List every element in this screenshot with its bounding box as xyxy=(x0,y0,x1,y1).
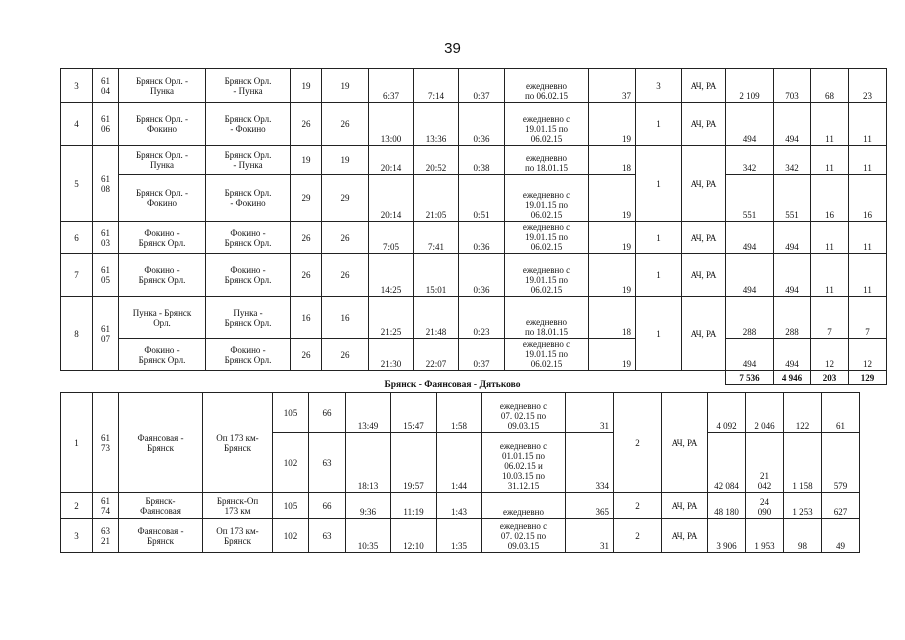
schedule-period: ежедневно с 01.01.15 по 06.02.15 и 10.03.15 по 31.12.15 xyxy=(482,433,566,493)
route-stations: Брянск-Оп 173 км xyxy=(203,493,273,519)
distance-paid: 19 xyxy=(322,146,369,175)
value-4: 23 xyxy=(849,69,887,103)
value-4: 11 xyxy=(849,254,887,297)
distance-paid: 66 xyxy=(309,393,346,433)
row-number: 3 xyxy=(61,519,93,553)
days-count: 334 xyxy=(566,433,614,493)
travel-time: 1:44 xyxy=(437,433,482,493)
distance-paid: 26 xyxy=(322,339,369,371)
schedule-period: ежедневно xyxy=(482,493,566,519)
arrive-time: 21:05 xyxy=(414,175,459,222)
value-4: 11 xyxy=(849,146,887,175)
traction-type: АЧ, РА xyxy=(682,222,726,254)
schedule-table-2 xyxy=(60,392,860,553)
row-number: 3 xyxy=(61,69,93,103)
traction-type: АЧ, РА xyxy=(682,146,726,222)
days-count: 365 xyxy=(566,493,614,519)
value-3: 68 xyxy=(811,69,849,103)
distance-paid: 29 xyxy=(322,175,369,222)
route-from-to: Брянск- Фаянсовая xyxy=(119,493,203,519)
value-4: 12 xyxy=(849,339,887,371)
days-count: 19 xyxy=(589,175,636,222)
travel-time: 1:35 xyxy=(437,519,482,553)
cars-count: 2 xyxy=(614,519,662,553)
schedule-period: ежедневно с 19.01.15 по 06.02.15 xyxy=(505,254,589,297)
schedule-period: ежедневно по 18.01.15 xyxy=(505,146,589,175)
depart-time: 13:49 xyxy=(346,393,391,433)
train-code: 61 03 xyxy=(93,222,119,254)
distance-paid: 63 xyxy=(309,433,346,493)
travel-time: 0:51 xyxy=(459,175,505,222)
distance: 105 xyxy=(273,393,309,433)
table-row xyxy=(61,493,860,519)
arrive-time: 15:01 xyxy=(414,254,459,297)
route-from-to: Пунка - Брянск Орл. xyxy=(119,297,206,339)
travel-time: 0:36 xyxy=(459,103,505,146)
train-code: 61 05 xyxy=(93,254,119,297)
total-value: 4 946 xyxy=(774,371,811,385)
arrive-time: 13:36 xyxy=(414,103,459,146)
route-stations: Пунка - Брянск Орл. xyxy=(206,297,291,339)
arrive-time: 20:52 xyxy=(414,146,459,175)
cars-count: 1 xyxy=(636,222,682,254)
value-1: 288 xyxy=(726,297,774,339)
row-number: 6 xyxy=(61,222,93,254)
table-row xyxy=(61,519,860,553)
route-from-to: Брянск Орл. - Фокино xyxy=(119,103,206,146)
depart-time: 9:36 xyxy=(346,493,391,519)
route-from-to: Брянск Орл. - Фокино xyxy=(119,175,206,222)
value-1: 494 xyxy=(726,339,774,371)
train-code: 61 73 xyxy=(93,393,119,493)
schedule-period: ежедневно с 19.01.15 по 06.02.15 xyxy=(505,103,589,146)
cars-count: 1 xyxy=(636,146,682,222)
value-3: 16 xyxy=(811,175,849,222)
value-3: 11 xyxy=(811,146,849,175)
section-title: Брянск - Фаянсовая - Дятьково xyxy=(384,380,521,390)
route-from-to: Фокино - Брянск Орл. xyxy=(119,222,206,254)
distance: 19 xyxy=(291,69,322,103)
row-number: 7 xyxy=(61,254,93,297)
value-1: 342 xyxy=(726,146,774,175)
distance: 102 xyxy=(273,519,309,553)
days-count: 31 xyxy=(566,519,614,553)
value-2: 24 090 xyxy=(746,493,784,519)
depart-time: 20:14 xyxy=(369,175,414,222)
route-from-to: Фаянсовая - Брянск xyxy=(119,519,203,553)
table-row xyxy=(61,254,887,297)
depart-time: 6:37 xyxy=(369,69,414,103)
value-4: 49 xyxy=(822,519,860,553)
row-number: 8 xyxy=(61,297,93,371)
value-1: 2 109 xyxy=(726,69,774,103)
cars-count: 1 xyxy=(636,297,682,371)
value-3: 7 xyxy=(811,297,849,339)
distance: 105 xyxy=(273,493,309,519)
table-row xyxy=(61,339,887,371)
value-3: 11 xyxy=(811,103,849,146)
days-count: 37 xyxy=(589,69,636,103)
arrive-time: 22:07 xyxy=(414,339,459,371)
value-2: 703 xyxy=(774,69,811,103)
table-row xyxy=(61,69,887,103)
value-2: 494 xyxy=(774,254,811,297)
table-row xyxy=(61,222,887,254)
days-count: 19 xyxy=(589,339,636,371)
distance-paid: 63 xyxy=(309,519,346,553)
value-2: 21 042 xyxy=(746,433,784,493)
route-stations: Брянск Орл. - Фокино xyxy=(206,103,291,146)
value-3: 1 253 xyxy=(784,493,822,519)
distance: 29 xyxy=(291,175,322,222)
value-2: 551 xyxy=(774,175,811,222)
row-number: 1 xyxy=(61,393,93,493)
route-stations: Фокино - Брянск Орл. xyxy=(206,222,291,254)
train-code: 61 07 xyxy=(93,297,119,371)
table-row xyxy=(61,297,887,339)
route-stations: Фокино - Брянск Орл. xyxy=(206,339,291,371)
value-4: 627 xyxy=(822,493,860,519)
traction-type: АЧ, РА xyxy=(682,69,726,103)
travel-time: 1:58 xyxy=(437,393,482,433)
total-value: 203 xyxy=(811,371,849,385)
cars-count: 3 xyxy=(636,69,682,103)
distance-paid: 66 xyxy=(309,493,346,519)
value-3: 12 xyxy=(811,339,849,371)
travel-time: 0:38 xyxy=(459,146,505,175)
distance: 102 xyxy=(273,433,309,493)
travel-time: 1:43 xyxy=(437,493,482,519)
value-4: 579 xyxy=(822,433,860,493)
value-3: 1 158 xyxy=(784,433,822,493)
value-1: 551 xyxy=(726,175,774,222)
depart-time: 21:25 xyxy=(369,297,414,339)
row-number: 2 xyxy=(61,493,93,519)
table-row xyxy=(61,393,860,433)
train-code: 61 74 xyxy=(93,493,119,519)
schedule-table-1 xyxy=(60,68,887,385)
train-code: 61 06 xyxy=(93,103,119,146)
train-code: 63 21 xyxy=(93,519,119,553)
traction-type: АЧ, РА xyxy=(662,393,708,493)
days-count: 18 xyxy=(589,297,636,339)
total-value: 7 536 xyxy=(726,371,774,385)
value-1: 3 906 xyxy=(708,519,746,553)
value-3: 11 xyxy=(811,222,849,254)
value-1: 42 084 xyxy=(708,433,746,493)
distance: 26 xyxy=(291,254,322,297)
value-2: 494 xyxy=(774,103,811,146)
schedule-period: ежедневно с 19.01.15 по 06.02.15 xyxy=(505,339,589,371)
cars-count: 1 xyxy=(636,254,682,297)
schedule-period: ежедневно с 07. 02.15 по 09.03.15 xyxy=(482,519,566,553)
arrive-time: 19:57 xyxy=(391,433,437,493)
total-value: 129 xyxy=(849,371,887,385)
value-2: 2 046 xyxy=(746,393,784,433)
table-row xyxy=(61,103,887,146)
days-count: 31 xyxy=(566,393,614,433)
days-count: 19 xyxy=(589,254,636,297)
arrive-time: 7:14 xyxy=(414,69,459,103)
depart-time: 18:13 xyxy=(346,433,391,493)
train-code: 61 04 xyxy=(93,69,119,103)
distance: 26 xyxy=(291,222,322,254)
schedule-period: ежедневно по 18.01.15 xyxy=(505,297,589,339)
traction-type: АЧ, РА xyxy=(682,103,726,146)
route-stations: Брянск Орл. - Фокино xyxy=(206,175,291,222)
schedule-period: ежедневно с 19.01.15 по 06.02.15 xyxy=(505,175,589,222)
value-2: 494 xyxy=(774,339,811,371)
route-stations: Фокино - Брянск Орл. xyxy=(206,254,291,297)
traction-type: АЧ, РА xyxy=(682,297,726,371)
value-2: 1 953 xyxy=(746,519,784,553)
distance: 26 xyxy=(291,339,322,371)
cars-count: 2 xyxy=(614,493,662,519)
value-1: 4 092 xyxy=(708,393,746,433)
distance: 19 xyxy=(291,146,322,175)
value-1: 494 xyxy=(726,103,774,146)
page-number: 39 xyxy=(444,40,461,57)
cars-count: 1 xyxy=(636,103,682,146)
depart-time: 7:05 xyxy=(369,222,414,254)
route-stations: Брянск Орл. - Пунка xyxy=(206,146,291,175)
travel-time: 0:37 xyxy=(459,339,505,371)
route-from-to: Фокино - Брянск Орл. xyxy=(119,254,206,297)
distance: 16 xyxy=(291,297,322,339)
depart-time: 21:30 xyxy=(369,339,414,371)
train-code: 61 08 xyxy=(93,146,119,222)
value-3: 122 xyxy=(784,393,822,433)
value-1: 494 xyxy=(726,222,774,254)
distance-paid: 19 xyxy=(322,69,369,103)
arrive-time: 7:41 xyxy=(414,222,459,254)
route-stations: Брянск Орл. - Пунка xyxy=(206,69,291,103)
travel-time: 0:23 xyxy=(459,297,505,339)
value-4: 11 xyxy=(849,103,887,146)
row-number: 4 xyxy=(61,103,93,146)
distance-paid: 26 xyxy=(322,103,369,146)
travel-time: 0:36 xyxy=(459,254,505,297)
value-4: 7 xyxy=(849,297,887,339)
value-3: 98 xyxy=(784,519,822,553)
route-stations: Оп 173 км- Брянск xyxy=(203,519,273,553)
schedule-period: ежедневно с 07. 02.15 по 09.03.15 xyxy=(482,393,566,433)
value-4: 16 xyxy=(849,175,887,222)
travel-time: 0:36 xyxy=(459,222,505,254)
depart-time: 13:00 xyxy=(369,103,414,146)
row-number: 5 xyxy=(61,146,93,222)
traction-type: АЧ, РА xyxy=(662,493,708,519)
travel-time: 0:37 xyxy=(459,69,505,103)
arrive-time: 21:48 xyxy=(414,297,459,339)
schedule-period: ежедневно по 06.02.15 xyxy=(505,69,589,103)
table-row xyxy=(61,175,887,222)
days-count: 19 xyxy=(589,103,636,146)
cars-count: 2 xyxy=(614,393,662,493)
depart-time: 20:14 xyxy=(369,146,414,175)
value-2: 288 xyxy=(774,297,811,339)
distance-paid: 26 xyxy=(322,222,369,254)
value-1: 494 xyxy=(726,254,774,297)
route-from-to: Фокино - Брянск Орл. xyxy=(119,339,206,371)
distance: 26 xyxy=(291,103,322,146)
route-from-to: Фаянсовая - Брянск xyxy=(119,393,203,493)
traction-type: АЧ, РА xyxy=(662,519,708,553)
days-count: 18 xyxy=(589,146,636,175)
traction-type: АЧ, РА xyxy=(682,254,726,297)
depart-time: 14:25 xyxy=(369,254,414,297)
schedule-period: ежедневно с 19.01.15 по 06.02.15 xyxy=(505,222,589,254)
value-4: 61 xyxy=(822,393,860,433)
arrive-time: 11:19 xyxy=(391,493,437,519)
route-from-to: Брянск Орл. - Пунка xyxy=(119,146,206,175)
arrive-time: 15:47 xyxy=(391,393,437,433)
value-4: 11 xyxy=(849,222,887,254)
table-row xyxy=(61,146,887,175)
value-2: 342 xyxy=(774,146,811,175)
value-1: 48 180 xyxy=(708,493,746,519)
distance-paid: 26 xyxy=(322,254,369,297)
days-count: 19 xyxy=(589,222,636,254)
value-3: 11 xyxy=(811,254,849,297)
distance-paid: 16 xyxy=(322,297,369,339)
arrive-time: 12:10 xyxy=(391,519,437,553)
route-stations: Оп 173 км- Брянск xyxy=(203,393,273,493)
value-2: 494 xyxy=(774,222,811,254)
depart-time: 10:35 xyxy=(346,519,391,553)
route-from-to: Брянск Орл. - Пунка xyxy=(119,69,206,103)
